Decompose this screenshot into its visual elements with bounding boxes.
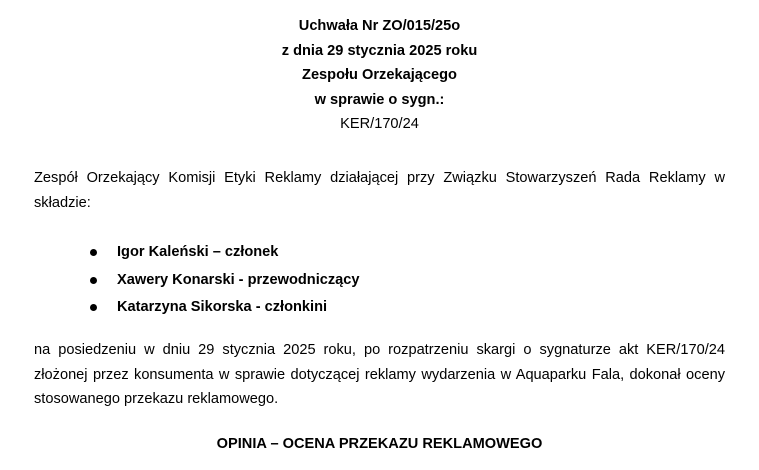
list-item — [0, 268, 759, 296]
member-name: Xawery Konarski - przewodniczący — [117, 271, 360, 288]
intro-paragraph: Zespół Orzekający Komisji Etyki Reklamy działającej przy Związku Stowarzyszeń Rada Reklamy w składzie: — [34, 170, 725, 211]
resolution-header — [0, 14, 759, 137]
bullet-icon — [90, 277, 97, 284]
resolution-date: z dnia 29 stycznia 2025 roku — [281, 42, 478, 59]
bullet-icon — [90, 249, 97, 256]
resolution-number: Uchwała Nr ZO/015/25o — [298, 18, 461, 34]
bullet-icon — [90, 304, 97, 311]
list-item — [0, 240, 759, 268]
resolution-subject: w sprawie o sygn.: — [314, 91, 445, 108]
member-name: Igor Kaleński – członek — [117, 244, 279, 260]
case-signature: KER/170/24 — [340, 116, 419, 132]
session-paragraph: na posiedzeniu w dniu 29 stycznia 2025 roku, po rozpatrzeniu skargi o sygnaturze akt KER/170/24 złożonej przez konsumenta w sprawie dotyczącej reklamy wydarzenia w Aquaparku Fala, dokonał oceny stosowanego przekazu reklamowego. — [34, 342, 725, 407]
resolution-body: Zespołu Orzekającego — [302, 67, 457, 83]
opinion-heading: OPINIA – OCENA PRZEKAZU REKLAMOWEGO — [216, 436, 543, 452]
member-name: Katarzyna Sikorska - członkini — [117, 299, 328, 315]
members-list — [0, 240, 759, 323]
list-item — [0, 295, 759, 323]
